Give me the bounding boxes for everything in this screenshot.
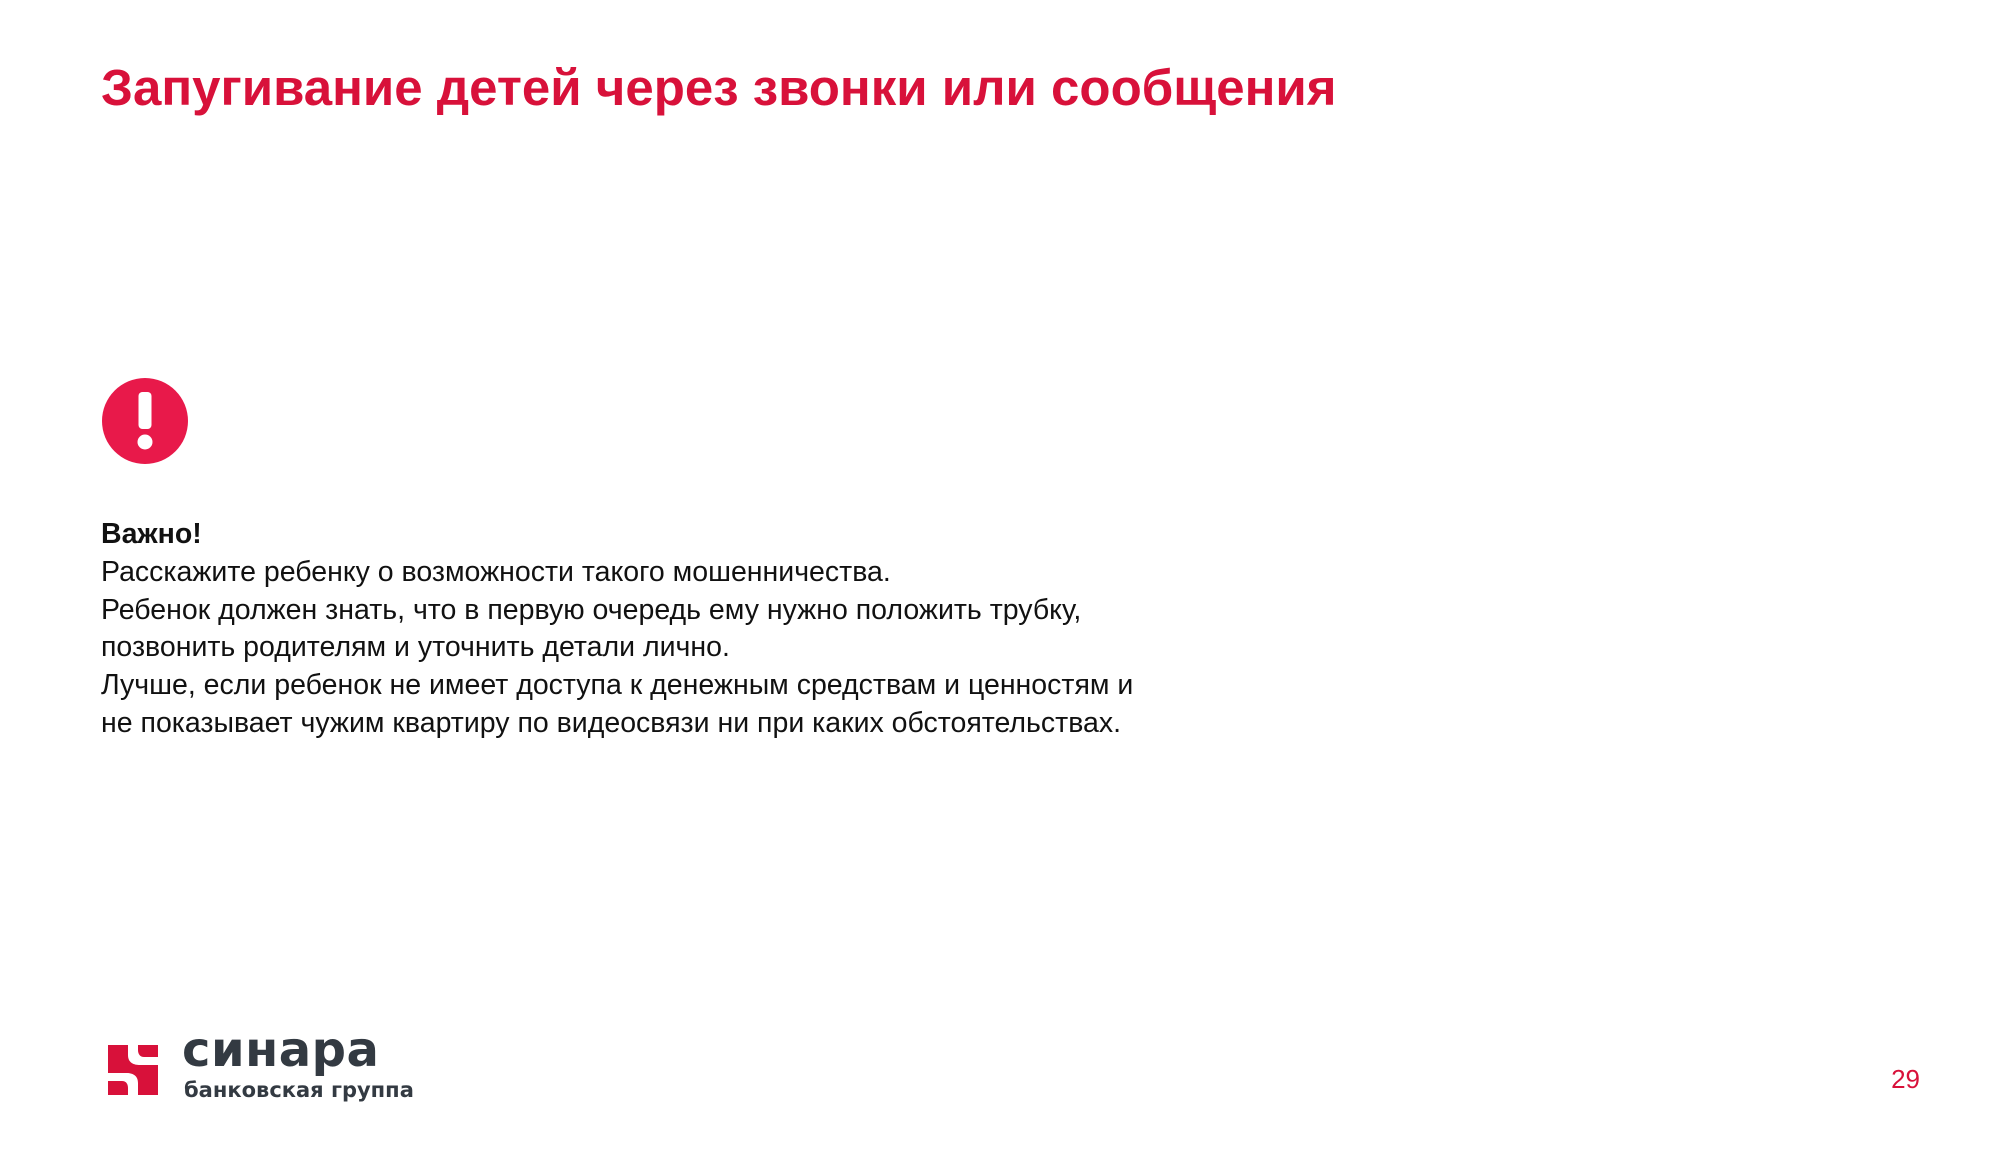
notice-line: Расскажите ребенку о возможности такого мошенничества. (101, 555, 891, 588)
page-number: 29 (1891, 1064, 1920, 1094)
slide-title: Запугивание детей через звонки или сообщения (101, 59, 1337, 116)
exclamation-circle-icon (102, 378, 188, 464)
sinara-logo-mark-icon (104, 1039, 162, 1099)
sinara-logo (104, 1022, 434, 1110)
notice-heading: Важно! (101, 518, 202, 550)
notice-line: позвонить родителям и уточнить детали лично. (101, 631, 730, 664)
notice-line: Лучше, если ребенок не имеет доступа к денежным средствам и ценностям и (101, 669, 1134, 702)
notice-line: Ребенок должен знать, что в первую очередь ему нужно положить трубку, (101, 593, 1082, 626)
logo-subtitle: банковская группа (184, 1078, 414, 1102)
notice-line: не показывает чужим квартиру по видеосвязи ни при каких обстоятельствах. (101, 706, 1122, 739)
important-notice (101, 516, 1401, 743)
logo-name: синара (182, 1022, 380, 1078)
